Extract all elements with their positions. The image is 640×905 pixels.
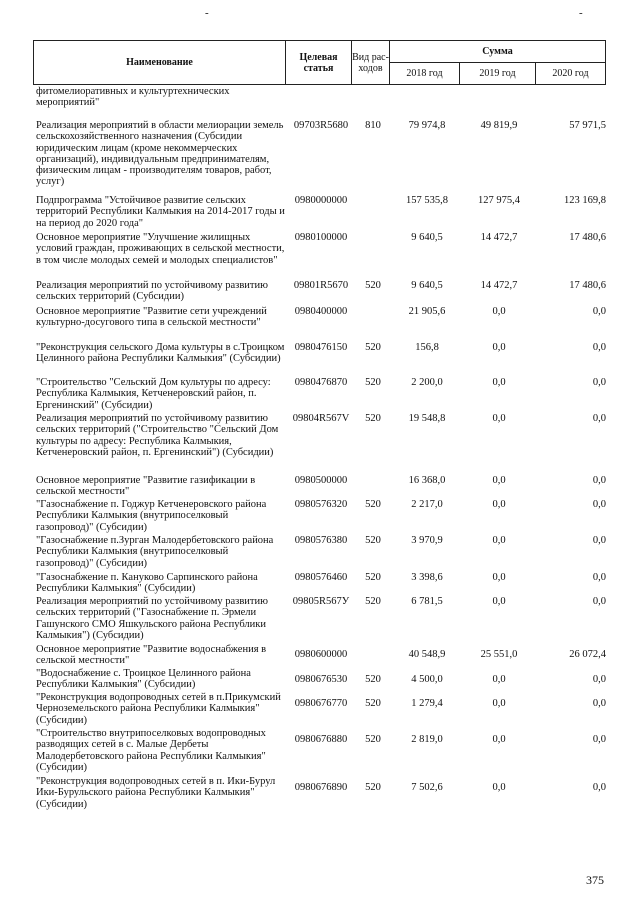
table-header: [33, 40, 606, 85]
row-2019: 14 472,7: [480, 280, 518, 291]
row-2019: 49 819,9: [480, 120, 518, 131]
row-2018: 2 217,0: [411, 499, 443, 510]
top-mark-left: -: [205, 7, 209, 19]
row-2019: 127 975,4: [478, 195, 520, 206]
row-code: 0980476150: [294, 342, 348, 353]
row-code: 09801R5670: [293, 280, 349, 291]
row-name: Основное мероприятие "Улучшение жилищных условий граждан, проживающих в сельской местности, в том числе молодых семей и молодых специалистов": [36, 232, 285, 266]
row-vid: 520: [365, 499, 381, 510]
row-2020: 0,0: [592, 475, 606, 486]
row-name: Реализация мероприятий по устойчивому развитию сельских территорий ("Строительство "Сельский Дом культуры по адресу: Республика Калмыкия, Кетченеровский район, п. Ергенинский") (Субсидии): [36, 413, 279, 458]
row-vid: 520: [365, 280, 381, 291]
row-2018: 16 368,0: [408, 475, 446, 486]
row-vid: 520: [365, 674, 381, 685]
row-2019: 14 472,7: [480, 232, 518, 243]
row-code: 0980576320: [294, 499, 348, 510]
row-name: Основное мероприятие "Развитие сети учреждений культурно-досугового типа в сельской местности": [36, 306, 267, 329]
row-2020: 0,0: [592, 342, 606, 353]
header-2018: 2018 год: [390, 63, 460, 85]
row-2019: 0,0: [492, 782, 506, 793]
row-name: Основное мероприятие "Развитие водоснабжения в сельской местности": [36, 644, 267, 667]
row-2020: 0,0: [592, 306, 606, 317]
header-name: Наименование: [34, 41, 286, 85]
row-name: Реализация мероприятий по устойчивому развитию сельских территорий (Субсидии): [36, 280, 268, 303]
row-2018: 7 502,6: [411, 782, 443, 793]
row-name: "Реконструкция водопроводных сетей в п. Ики-Бурул Ики-Бурульского района Республики Калмыкия" (Субсидии): [36, 776, 276, 810]
row-2020: 0,0: [592, 674, 606, 685]
row-2019: 0,0: [492, 306, 506, 317]
row-name: "Строительство "Сельский Дом культуры по адресу: Республика Калмыкия, Кетченеровский район, п. Ергенинский" (Субсидии): [36, 377, 271, 411]
row-name: "Водоснабжение с. Троицкое Целинного района Республики Калмыкия" (Субсидии): [36, 668, 251, 691]
row-2018: 9 640,5: [411, 232, 443, 243]
row-code: 0980576460: [294, 572, 348, 583]
row-2018: 1 279,4: [411, 698, 443, 709]
row-2020: 0,0: [592, 499, 606, 510]
row-name: "Газоснабжение п. Кануково Сарпинского района Республики Калмыкия" (Субсидии): [36, 572, 258, 595]
row-name: "Газоснабжение п. Годжур Кетченеровского района Республики Калмыкия (внутрипоселковый газопровод)" (Субсидии): [36, 499, 267, 533]
header-sum: Сумма: [390, 41, 606, 63]
row-vid: 520: [365, 377, 381, 388]
row-2018: 6 781,5: [411, 596, 443, 607]
row-2020: 17 480,6: [569, 232, 606, 243]
row-2019: 25 551,0: [480, 649, 518, 660]
row-2018: 3 970,9: [411, 535, 443, 546]
row-2019: 0,0: [492, 535, 506, 546]
row-2020: 17 480,6: [569, 280, 606, 291]
row-2018: 2 200,0: [411, 377, 443, 388]
row-2019: 0,0: [492, 734, 506, 745]
row-name: "Строительство внутрипоселковых водопроводных разводящих сетей в с. Малые Дербеты Малодербетовского района Республики Калмыкия" (Субсидии): [36, 728, 266, 773]
row-2019: 0,0: [492, 572, 506, 583]
header-vid: Вид рас- ходов: [352, 41, 390, 85]
row-vid: 520: [365, 535, 381, 546]
header-2019: 2019 год: [460, 63, 536, 85]
row-code: 0980600000: [294, 649, 348, 660]
row-code: 09703R5680: [293, 120, 349, 131]
row-2018: 4 500,0: [411, 674, 443, 685]
row-vid: 520: [365, 596, 381, 607]
row-name: Подпрограмма "Устойчивое развитие сельских территорий Республики Калмыкия на 2014-2017 годы и на период до 2020 года": [36, 195, 285, 229]
row-code: 0980500000: [294, 475, 348, 486]
row-2020: 0,0: [592, 413, 606, 424]
row-name: "Газоснабжение п.Зурган Малодербетовского района Республики Калмыкия (внутрипоселковый газопровод)" (Субсидии): [36, 535, 274, 569]
row-2019: 0,0: [492, 674, 506, 685]
row-name: фитомелиоративных и культуртехнических мероприятий": [36, 86, 230, 109]
row-2018: 40 548,9: [408, 649, 446, 660]
row-2020: 26 072,4: [569, 649, 606, 660]
row-2018: 79 974,8: [408, 120, 446, 131]
row-2020: 57 971,5: [569, 120, 606, 131]
row-2020: 0,0: [592, 572, 606, 583]
row-name: Реализация мероприятий по устойчивому развитию сельских территорий ("Газоснабжение п. Эрмели Гашунского СМО Яшкульского района Республики Калмыкия") (Субсидии): [36, 596, 268, 641]
row-vid: 810: [365, 120, 381, 131]
row-code: 0980100000: [294, 232, 348, 243]
row-code: 0980576380: [294, 535, 348, 546]
row-2019: 0,0: [492, 475, 506, 486]
row-vid: 520: [365, 572, 381, 583]
row-2018: 156,8: [415, 342, 439, 353]
row-name: "Реконструкция сельского Дома культуры в с.Троицком Целинного района Республики Калмыкия" (Субсидии): [36, 342, 285, 365]
row-2018: 2 819,0: [411, 734, 443, 745]
row-2018: 3 398,6: [411, 572, 443, 583]
row-2019: 0,0: [492, 698, 506, 709]
row-code: 0980676770: [294, 698, 348, 709]
row-code: 0980676880: [294, 734, 348, 745]
row-code: 0980676530: [294, 674, 348, 685]
row-2018: 9 640,5: [411, 280, 443, 291]
row-2020: 0,0: [592, 596, 606, 607]
row-vid: 520: [365, 734, 381, 745]
row-2019: 0,0: [492, 413, 506, 424]
row-2020: 0,0: [592, 782, 606, 793]
row-2020: 123 169,8: [564, 195, 606, 206]
row-2020: 0,0: [592, 535, 606, 546]
row-code: 0980676890: [294, 782, 348, 793]
header-2020: 2020 год: [536, 63, 606, 85]
top-mark-right: -: [579, 7, 583, 19]
row-vid: 520: [365, 413, 381, 424]
row-code: 0980400000: [294, 306, 348, 317]
row-name: "Реконструкция водопроводных сетей в п.Прикумский Черноземельского района Республики Калмыкия" (Субсидии): [36, 692, 281, 726]
row-2019: 0,0: [492, 596, 506, 607]
row-vid: 520: [365, 698, 381, 709]
row-2019: 0,0: [492, 342, 506, 353]
row-code: 0980476870: [294, 377, 348, 388]
row-vid: 520: [365, 342, 381, 353]
row-2020: 0,0: [592, 698, 606, 709]
row-2018: 19 548,8: [408, 413, 446, 424]
page-number: 375: [586, 873, 604, 887]
row-2020: 0,0: [592, 734, 606, 745]
row-name: Реализация мероприятий в области мелиорации земель сельскохозяйственного назначения (Субсидии юридическим лицам (кроме некоммерческих организаций), индивидуальным предпринимателям, физическим лицам - производителям товаров, работ, услуг): [36, 120, 284, 188]
row-2018: 157 535,8: [406, 195, 448, 206]
row-code: 09804R567V: [292, 413, 350, 424]
row-2020: 0,0: [592, 377, 606, 388]
row-2019: 0,0: [492, 499, 506, 510]
row-2019: 0,0: [492, 377, 506, 388]
row-2018: 21 905,6: [408, 306, 446, 317]
row-name: Основное мероприятие "Развитие газификации в сельской местности": [36, 475, 256, 498]
header-code: Целевая статья: [286, 41, 352, 85]
row-vid: 520: [365, 782, 381, 793]
row-code: 09805R567У: [292, 596, 350, 607]
row-code: 0980000000: [294, 195, 348, 206]
